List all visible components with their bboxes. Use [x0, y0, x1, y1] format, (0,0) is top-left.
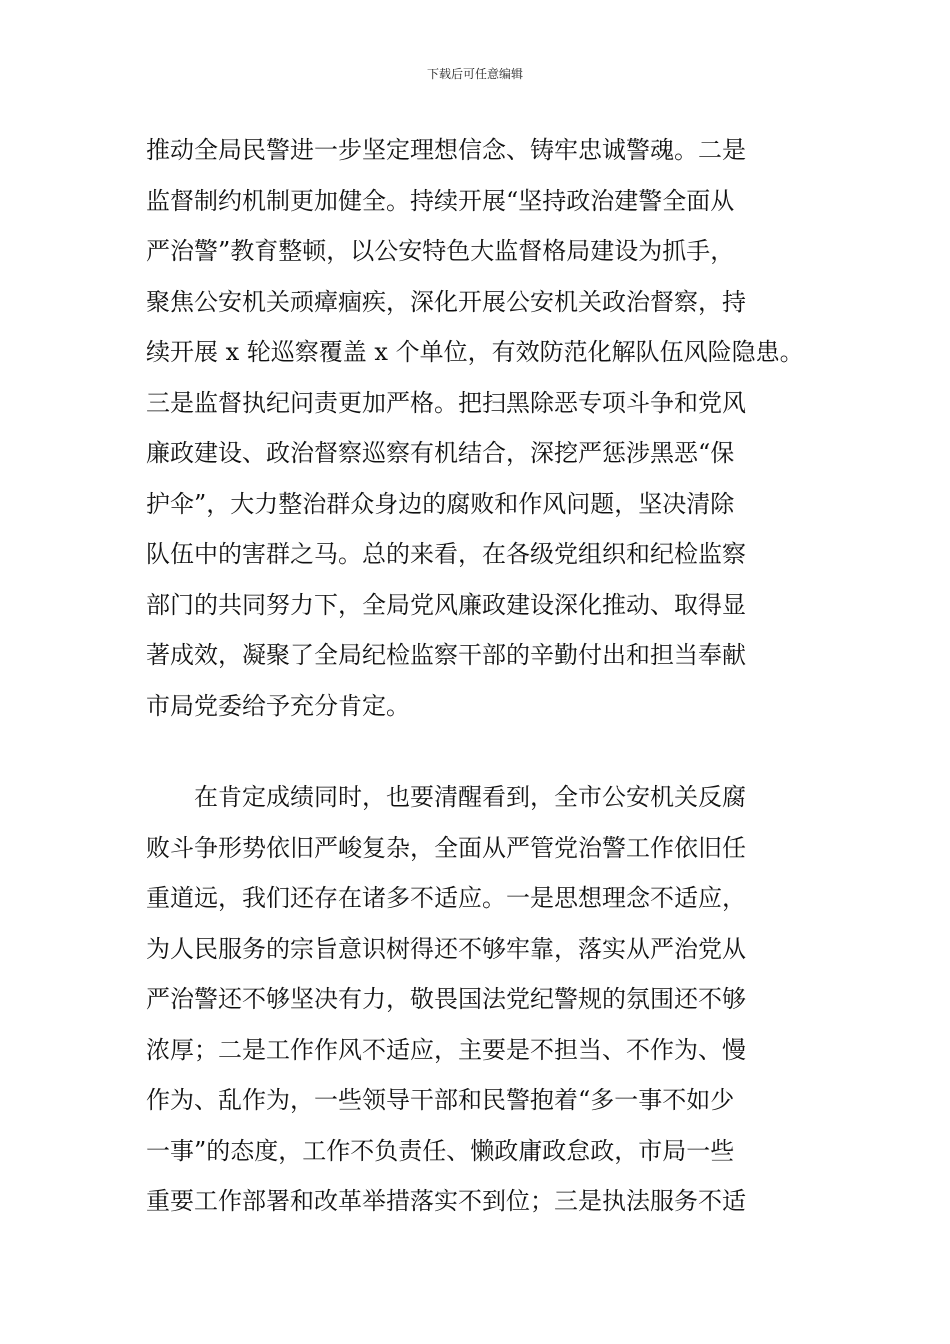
text-line: 作为、乱作为，一些领导干部和民警抱着“多一事不如少 [146, 1086, 735, 1114]
text-line: 重道远，我们还存在诸多不适应。一是思想理念不适应， [146, 884, 746, 912]
page-header: 下载后可任意编辑 [426, 67, 523, 81]
text-line: 重要工作部署和改革举措落实不到位；三是执法服务不适 [146, 1187, 746, 1215]
text-line: 队伍中的害群之马。总的来看，在各级党组织和纪检监察 [146, 540, 746, 568]
text-line: 部门的共同努力下，全局党风廉政建设深化推动、取得显 [146, 590, 746, 619]
text-line: 败斗争形势依旧严峻复杂，全面从严管党治警工作依旧任 [146, 833, 746, 862]
paragraph-1 [146, 125, 816, 731]
text-line: 续开展 x 轮巡察覆盖 x 个单位，有效防范化解队伍风险隐患。 [146, 338, 804, 366]
paragraph-2 [146, 772, 816, 1227]
text-line: 三是监督执纪问责更加严格。把扫黑除恶专项斗争和党风 [146, 388, 746, 417]
text-line: 廉政建设、政治督察巡察有机结合，深挖严惩涉黑恶“保 [146, 439, 735, 467]
text-line: 护伞”，大力整治群众身边的腐败和作风问题，坚决清除 [146, 489, 735, 518]
text-line: 推动全局民警进一步坚定理想信念、铸牢忠诚警魂。二是 [146, 136, 746, 164]
text-line: 著成效，凝聚了全局纪检监察干部的辛勤付出和担当奉献 [146, 641, 746, 669]
text-line: 市局党委给予充分肯定。 [146, 691, 410, 720]
text-line: 一事”的态度，工作不负责任、懒政庸政怠政，市局一些 [146, 1136, 735, 1165]
text-line: 浓厚；二是工作作风不适应，主要是不担当、不作为、慢 [146, 1035, 746, 1064]
text-line: 严治警还不够坚决有力，敬畏国法党纪警规的氛围还不够 [146, 985, 746, 1013]
text-line: 为人民服务的宗旨意识树得还不够牢靠，落实从严治党从 [146, 934, 746, 963]
text-line: 聚焦公安机关顽瘴痼疾，深化开展公安机关政治督察，持 [146, 287, 746, 316]
text-line: 监督制约机制更加健全。持续开展“坚持政治建警全面从 [146, 186, 735, 215]
text-line: 在肯定成绩同时，也要清醒看到，全市公安机关反腐 [146, 783, 746, 811]
text-line: 严治警”教育整顿，以公安特色大监督格局建设为抓手， [146, 237, 735, 265]
